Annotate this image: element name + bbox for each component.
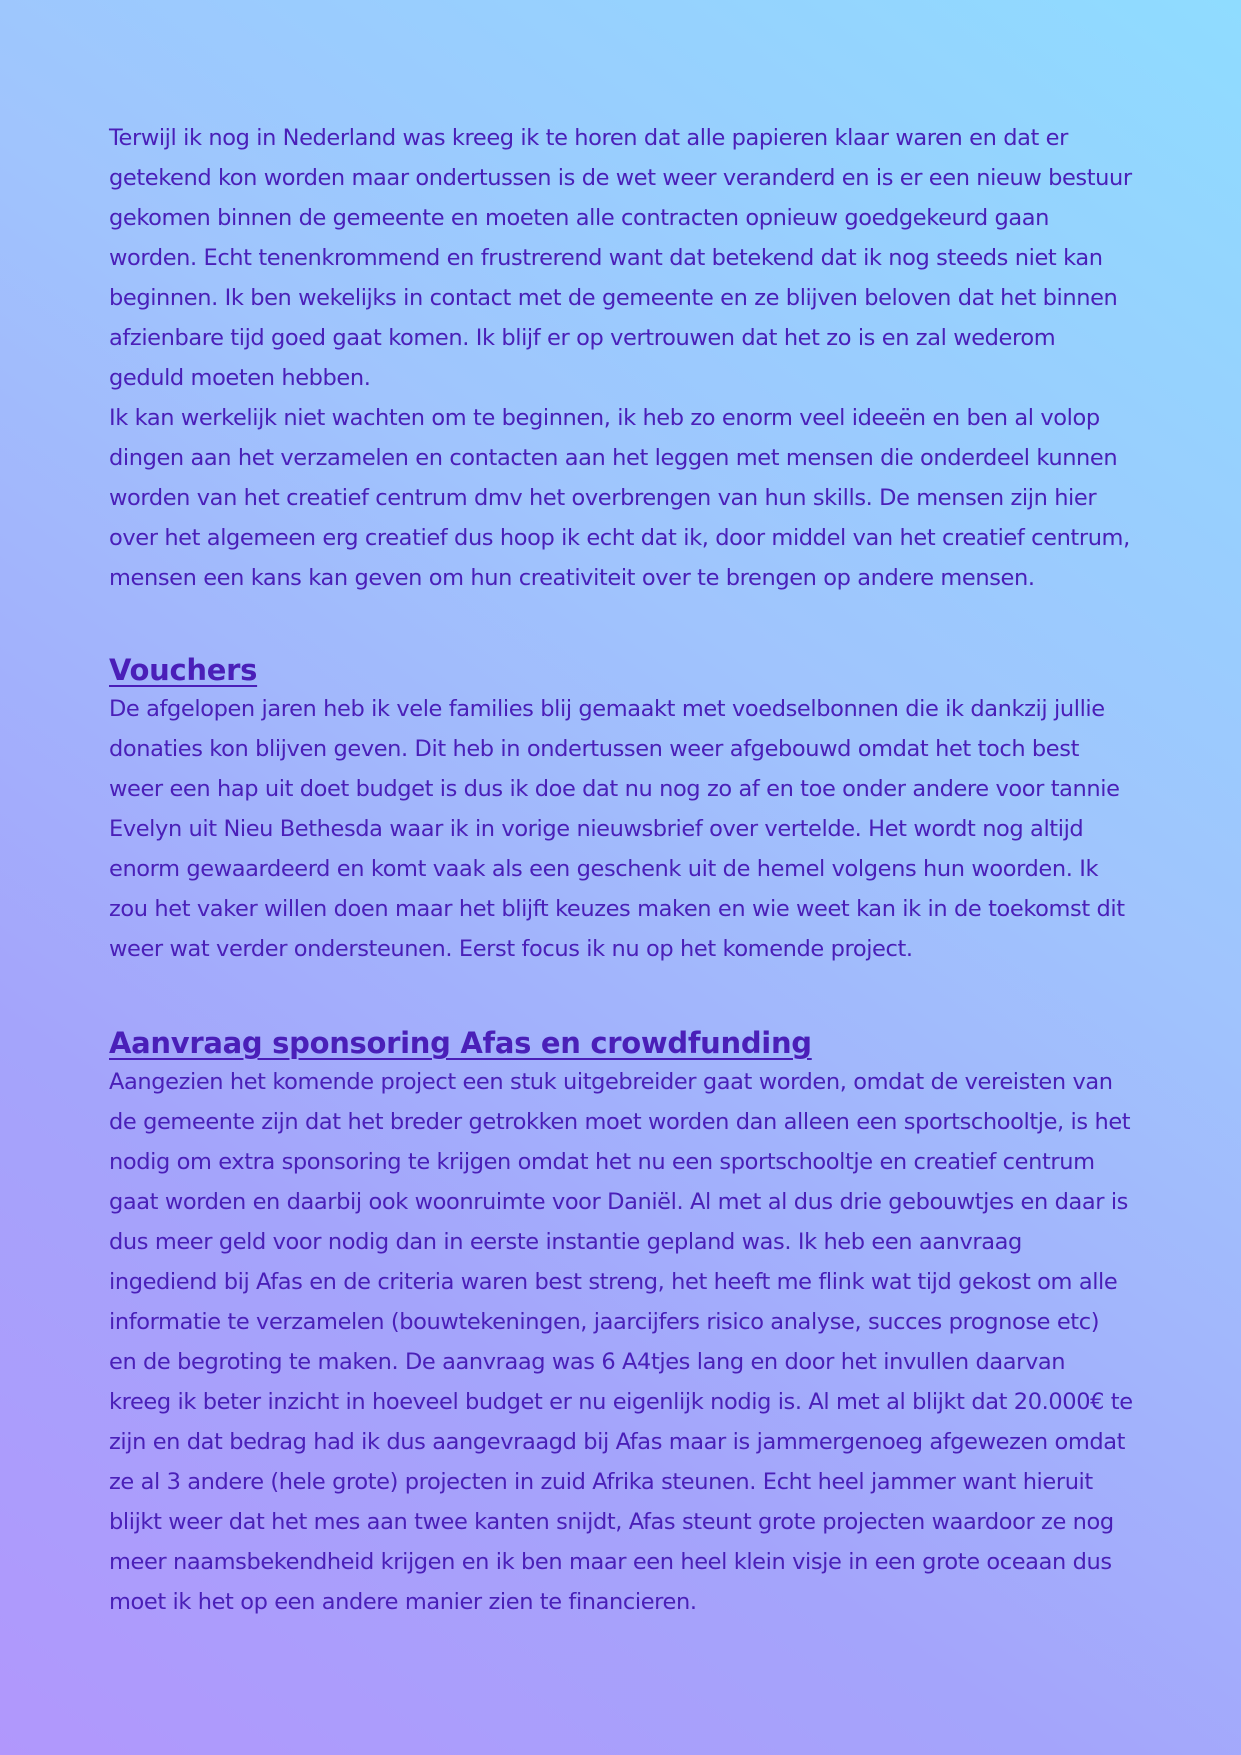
sponsoring-body: Aangezien het komende project een stuk uitgebreider gaat worden, omdat de vereisten van de gemeente zijn dat het breder getrokken moet worden dan alleen een sportschooltje, is het nodig om extra sponsoring te krijgen omdat het nu een sportschooltje en creatief centrum gaat worden en daarbij ook woonruimte voor Daniël. Al met al dus drie gebouwtjes en daar is dus meer geld voor nodig dan in eerste instantie gepland was. Ik heb een aanvraag ingediend bij Afas en de criteria waren best streng, het heeft me flink wat tijd gekost om alle informatie te verzamelen (bouwtekeningen, jaarcijfers risico analyse, succes prognose etc) en de begroting te maken. De aanvraag was 6 A4tjes lang en door het invullen daarvan kreeg ik beter inzicht in hoeveel budget er nu eigenlijk nodig is. Al met al blijkt dat 20.000€ te zijn en dat bedrag had ik dus aangevraagd bij Afas maar is jammergenoeg afgewezen omdat ze al 3 andere (hele grote) projecten in zuid Afrika steunen. Echt heel jammer want hieruit blijkt weer dat het mes aan twee kanten snijdt, Afas steunt grote projecten waardoor ze nog meer naamsbekendheid krijgen en ik ben maar een heel klein visje in een grote oceaan dus moet ik het op een andere manier zien te financieren. — [109, 1069, 1133, 1615]
vouchers-heading: Vouchers — [109, 653, 258, 687]
vouchers-body: De afgelopen jaren heb ik vele families blij gemaakt met voedselbonnen die ik dankzij jullie donaties kon blijven geven. Dit heb in ondertussen weer afgebouwd omdat het toch best weer een hap uit doet budget is dus ik doe dat nu nog zo af en toe onder andere voor tannie Evelyn uit Nieu Bethesda waar ik in vorige nieuwsbrief over vertelde. Het wordt nog altijd enorm gewaardeerd en komt vaak als een geschenk uit de hemel volgens hun woorden. Ik zou het vaker willen doen maar het blijft keuzes maken en wie weet kan ik in de toekomst dit weer wat verder ondersteunen. Eerst focus ik nu op het komende project. — [109, 696, 1125, 962]
intro-paragraph-1: Terwijl ik nog in Nederland was kreeg ik te horen dat alle papieren klaar waren en dat er getekend kon worden maar ondertussen is de wet weer veranderd en is er een nieuw bestuur gekomen binnen de gemeente en moeten alle contracten opnieuw goedgekeurd gaan worden. Echt tenenkrommend en frustrerend want dat betekend dat ik nog steeds niet kan beginnen. Ik ben wekelijks in contact met de gemeente en ze blijven beloven dat het binnen afzienbare tijd goed gaat komen. Ik blijf er op vertrouwen dat het zo is en zal wederom geduld moeten hebben. — [109, 125, 1132, 391]
intro-paragraph-2: Ik kan werkelijk niet wachten om te beginnen, ik heb zo enorm veel ideeën en ben al volop dingen aan het verzamelen en contacten aan het leggen met mensen die onderdeel kunnen worden van het creatief centrum dmv het overbrengen van hun skills. De mensen zijn hier over het algemeen erg creatief dus hoop ik echt dat ik, door middel van het creatief centrum, mensen een kans kan geven om hun creativiteit over te brengen op andere mensen. — [109, 405, 1130, 591]
newsletter-page — [109, 118, 1133, 1622]
sponsoring-section — [109, 1024, 1133, 1622]
vouchers-section — [109, 651, 1133, 969]
intro-section — [109, 118, 1133, 598]
sponsoring-heading: Aanvraag sponsoring Afas en crowdfunding — [109, 1026, 812, 1060]
spacer — [109, 598, 1133, 651]
spacer — [109, 969, 1133, 1024]
